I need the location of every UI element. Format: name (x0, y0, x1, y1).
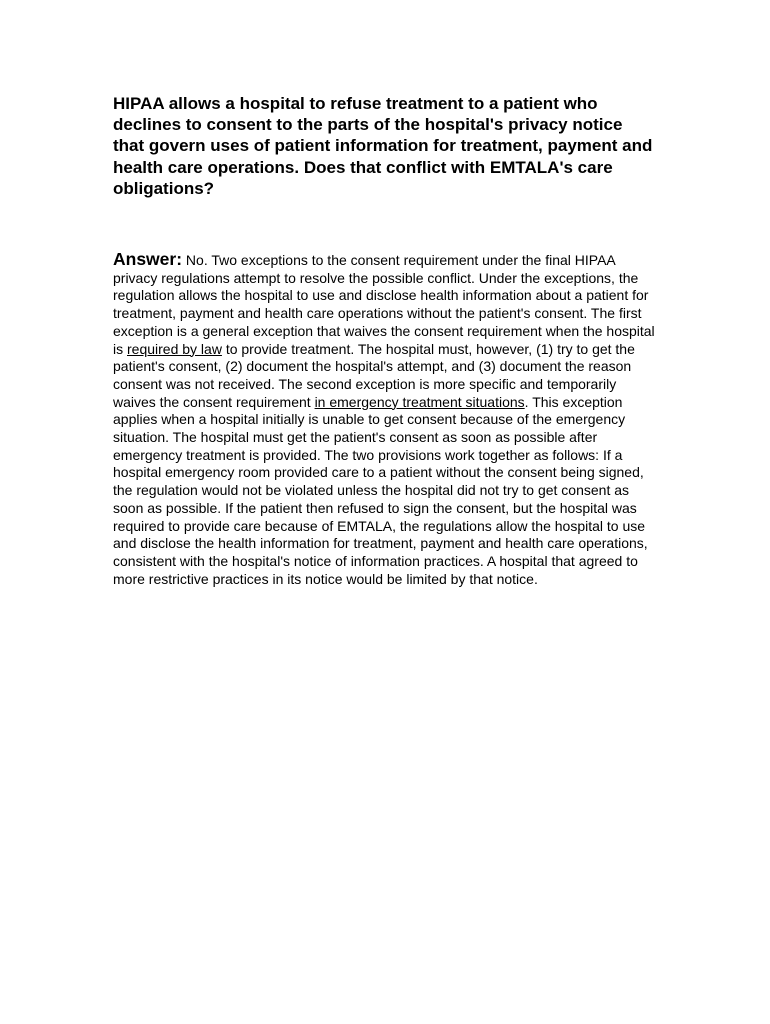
answer-paragraph (113, 251, 659, 588)
answer-text-part1: No. Two exceptions to the consent requirement under the final HIPAA privacy regulations attempt to resolve the possible conflict. Under the exceptions, the regulation allows the hospital to use and disclose health information about a patient for treatment, payment and health care operations without the patient's consent. The first exception is a general exception that waives the consent requirement when the hospital is (113, 252, 655, 357)
emergency-treatment-situations-underlined: in emergency treatment situations (314, 393, 525, 410)
required-by-law-underlined: required by law (127, 340, 222, 357)
answer-text-part3: . This exception applies when a hospital initially is unable to get consent because of the emergency situation. The hospital must get the patient's consent as soon as possible after emergency treatment is provided. The two provisions work together as follows: If a hospital emergency room provided care to a patient without the consent being signed, the regulation would not be violated unless the hospital did not try to get consent as soon as possible. If the patient then refused to sign the consent, but the hospital was required to provide care because of EMTALA, the regulations allow the hospital to use and disclose the health information for treatment, payment and health care operations, consistent with the hospital's notice of information practices. A hospital that agreed to more restrictive practices in its notice would be limited by that notice. (113, 393, 648, 587)
answer-text-part2: to provide treatment. The hospital must, however, (1) try to get the patient's consent, (2) document the hospital's attempt, and (3) document the reason consent was not received. The second exception is more specific and temporarily waives the consent requirement (113, 340, 635, 410)
answer-label: Answer: (113, 249, 183, 269)
question-heading: HIPAA allows a hospital to refuse treatment to a patient who declines to consent to the parts of the hospital's privacy notice that govern uses of patient information for treatment, payment and health care operations. Does that conflict with EMTALA's care obligations? (113, 94, 653, 198)
